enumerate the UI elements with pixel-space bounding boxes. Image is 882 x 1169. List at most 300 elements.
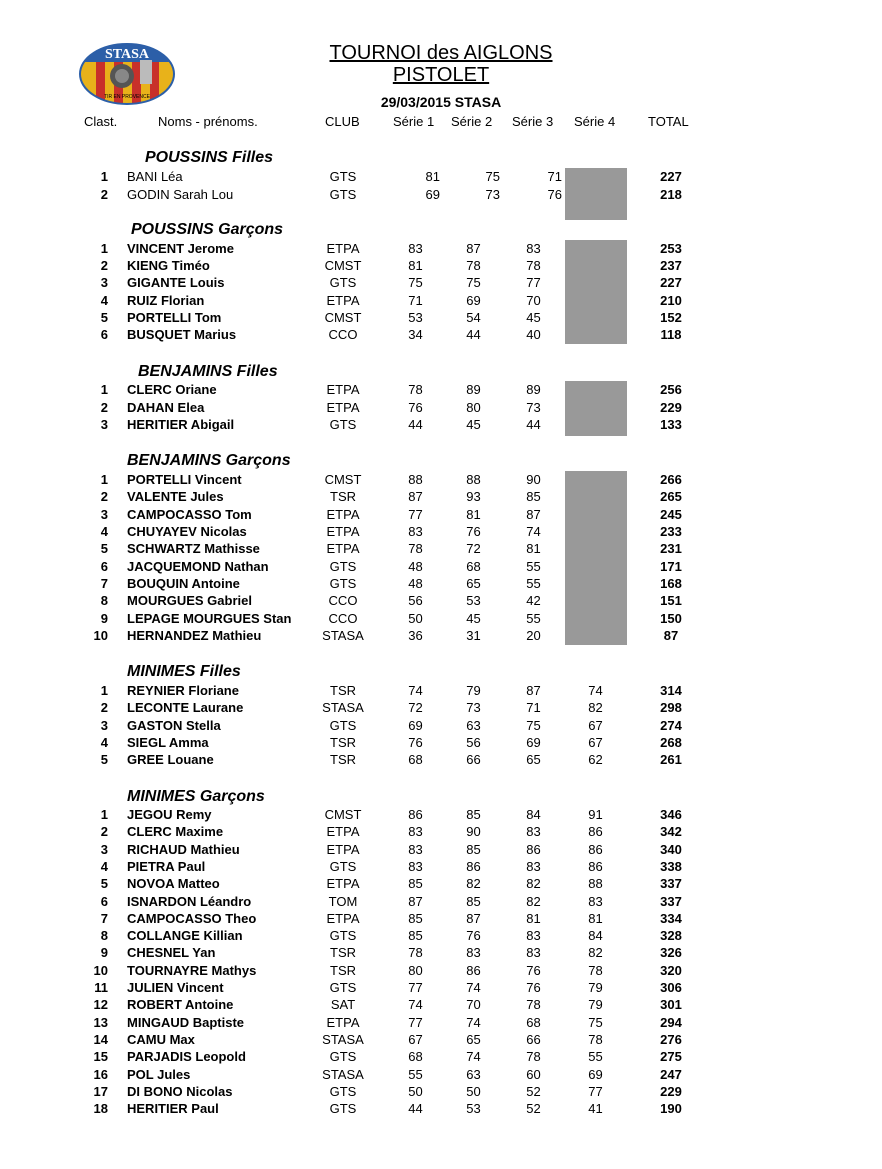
cell-name: HERNANDEZ Mathieu [127,628,262,644]
cell-s1: 76 [408,734,423,750]
cell-total: 151 [660,593,682,609]
table-row [0,507,826,524]
cell-total: 306 [660,980,682,995]
table-row [0,945,826,962]
cell-rank: 15 [93,1049,108,1065]
cell-total: 245 [660,506,682,522]
cell-s3: 82 [526,876,541,892]
cell-name: BUSQUET Marius [127,327,237,342]
cell-rank: 2 [100,258,108,274]
cell-s2: 69 [466,292,481,308]
cell-s3: 71 [526,700,541,716]
cell-name: HERITIER Abigail [127,417,235,432]
cell-s1: 77 [408,980,423,995]
cell-s4: 82 [588,700,603,716]
cell-total: 314 [660,683,682,698]
table-row [0,842,826,859]
cell-club: CMST [324,472,362,487]
cell-club: TSR [330,752,356,768]
doc-title: TOURNOI des AIGLONS [329,42,553,64]
table-row [0,683,826,700]
cell-s3: 83 [526,928,541,944]
cell-club: CCO [328,327,358,342]
cell-s1: 36 [408,628,423,644]
cell-s1: 44 [408,417,423,432]
cell-club: ETPA [326,241,360,256]
cell-name: PARJADIS Leopold [127,1049,246,1065]
cell-name: HERITIER Paul [127,1101,219,1117]
cell-rank: 1 [100,382,108,397]
cell-club: ETPA [326,506,360,522]
cell-rank: 12 [93,997,108,1013]
table-row [0,327,826,344]
cell-s1: 81 [408,258,423,274]
cell-club: STASA [322,1066,364,1082]
cell-s1: 68 [408,1049,423,1065]
cell-rank: 3 [100,717,108,733]
cell-s2: 87 [466,910,481,926]
table-row [0,980,826,997]
cell-rank: 6 [100,558,108,574]
cell-club: TOM [328,893,358,909]
table-row [0,611,826,628]
cell-rank: 11 [94,980,108,995]
cell-name: SIEGL Amma [127,734,209,750]
cell-total: 118 [660,327,682,342]
table-row [0,1101,826,1118]
cell-name: COLLANGE Killian [127,928,243,944]
cell-s3: 83 [526,824,541,840]
cell-s2: 75 [466,275,481,291]
table-row [0,293,826,310]
cell-s2: 83 [466,945,481,961]
table-row [0,963,826,980]
table-row [0,1067,826,1084]
cell-rank: 5 [100,541,108,557]
cell-club: CMST [324,807,362,822]
cell-club: TSR [330,734,356,750]
cell-s1: 72 [408,700,423,716]
cell-s4: 78 [588,962,603,978]
cell-s2: 79 [466,683,481,698]
cell-total: 320 [660,962,682,978]
cell-rank: 18 [93,1101,108,1117]
cell-total: 190 [660,1101,682,1117]
cell-s2: 73 [485,186,500,202]
cell-rank: 3 [100,417,108,432]
table-row [0,876,826,893]
cell-s4: 84 [588,928,603,944]
cell-s3: 68 [526,1014,541,1030]
cell-s2: 85 [466,807,481,822]
cell-s2: 88 [466,472,481,487]
cell-rank: 16 [93,1066,108,1082]
cell-s3: 83 [526,241,541,256]
cell-total: 87 [663,628,679,644]
cell-club: SAT [330,997,356,1013]
cell-s3: 65 [526,752,541,768]
section-title: POUSSINS Filles [145,149,274,166]
cell-total: 338 [660,858,682,874]
cell-s3: 82 [526,893,541,909]
cell-total: 227 [660,169,682,184]
cell-rank: 2 [100,399,108,415]
cell-s2: 86 [466,962,481,978]
cell-s1: 80 [408,962,423,978]
cell-rank: 2 [100,489,108,505]
cell-name: PORTELLI Vincent [127,472,242,487]
cell-s3: 87 [526,506,541,522]
cell-s4: 79 [588,997,603,1013]
cell-s3: 70 [526,292,541,308]
header-serie3: Série 3 [512,114,554,129]
table-row [0,310,826,327]
cell-s1: 83 [408,524,423,540]
cell-s1: 69 [408,717,423,733]
cell-s3: 78 [526,1049,541,1065]
cell-name: RUIZ Florian [127,292,205,308]
cell-s3: 78 [526,258,541,274]
cell-club: ETPA [326,524,360,540]
cell-s3: 52 [526,1101,541,1117]
cell-s1: 74 [408,997,423,1013]
cell-s1: 50 [408,1083,423,1099]
cell-rank: 4 [100,292,108,308]
cell-name: TOURNAYRE Mathys [127,962,257,978]
cell-club: GTS [329,186,357,202]
cell-s4: 77 [588,1083,603,1099]
cell-s2: 76 [466,524,481,540]
cell-s4: 67 [588,734,603,750]
cell-s3: 77 [526,275,541,291]
section-title: POUSSINS Garçons [131,221,284,238]
cell-name: DAHAN Elea [127,399,205,415]
cell-s4: 91 [588,807,603,822]
cell-total: 253 [660,241,682,256]
cell-total: 294 [660,1014,682,1030]
cell-s1: 87 [408,489,423,505]
cell-s3: 55 [526,576,541,592]
cell-s1: 77 [408,1014,423,1030]
cell-name: GODIN Sarah Lou [127,186,234,202]
header-serie2: Série 2 [451,114,493,129]
cell-rank: 13 [93,1014,108,1030]
cell-name: VINCENT Jerome [127,241,234,256]
cell-s1: 74 [408,683,423,698]
cell-s3: 20 [526,628,541,644]
cell-club: GTS [329,576,357,592]
cell-club: CCO [328,610,358,626]
cell-name: JACQUEMOND Nathan [127,558,269,574]
cell-total: 210 [660,292,682,308]
table-row [0,807,826,824]
cell-total: 326 [660,945,682,961]
cell-total: 340 [660,841,682,857]
cell-s2: 85 [466,841,481,857]
cell-s3: 86 [526,841,541,857]
cell-s4: 79 [588,980,603,995]
cell-total: 256 [660,382,682,397]
cell-rank: 2 [100,700,108,716]
cell-club: STASA [322,700,364,716]
section-title: MINIMES Garçons [127,788,265,805]
cell-total: 274 [660,717,682,733]
cell-name: LEPAGE MOURGUES Stan [127,610,292,626]
cell-club: GTS [329,980,357,995]
cell-name: RICHAUD Mathieu [127,841,240,857]
cell-s1: 83 [408,858,423,874]
cell-total: 334 [660,910,682,926]
cell-s2: 72 [466,541,481,557]
cell-rank: 5 [100,752,108,768]
table-row [0,472,826,489]
cell-s1: 85 [408,876,423,892]
cell-rank: 14 [93,1031,108,1047]
cell-club: TSR [330,683,356,698]
cell-rank: 1 [100,807,108,822]
cell-rank: 10 [93,962,108,978]
table-row [0,752,826,769]
cell-s3: 52 [526,1083,541,1099]
cell-club: ETPA [326,841,360,857]
table-row [0,894,826,911]
cell-s4: 69 [588,1066,603,1082]
cell-s1: 69 [425,186,440,202]
cell-name: CAMPOCASSO Tom [127,506,252,522]
cell-club: ETPA [326,541,360,557]
cell-s2: 93 [466,489,481,505]
cell-s3: 76 [526,980,541,995]
table-row [0,928,826,945]
cell-s3: 87 [526,683,541,698]
cell-name: CHUYAYEV Nicolas [127,524,247,540]
cell-s1: 48 [408,558,423,574]
cell-s3: 71 [547,169,562,184]
cell-s2: 70 [466,997,481,1013]
cell-total: 337 [660,893,682,909]
cell-s3: 83 [526,858,541,874]
cell-total: 247 [660,1066,682,1082]
cell-name: JULIEN Vincent [127,980,224,995]
cell-s3: 75 [526,717,541,733]
cell-club: ETPA [326,876,360,892]
table-row [0,559,826,576]
cell-s3: 66 [526,1031,541,1047]
cell-club: CCO [328,593,358,609]
cell-rank: 6 [100,893,108,909]
cell-s2: 63 [466,1066,481,1082]
cell-s4: 82 [588,945,603,961]
cell-club: TSR [330,945,356,961]
cell-s1: 71 [408,292,423,308]
cell-total: 171 [660,558,682,574]
table-row [0,258,826,275]
cell-s1: 55 [408,1066,423,1082]
cell-s4: 55 [588,1049,603,1065]
table-row [0,489,826,506]
cell-club: ETPA [326,292,360,308]
cell-name: PORTELLI Tom [127,309,222,325]
cell-rank: 5 [100,309,108,325]
logo-text: STASA [104,47,150,62]
cell-s1: 56 [408,593,423,609]
cell-s4: 62 [588,752,603,768]
cell-name: GASTON Stella [127,717,221,733]
cell-club: ETPA [326,910,360,926]
table-row [0,1084,826,1101]
cell-s1: 34 [408,327,423,342]
header-total: TOTAL [648,114,689,129]
cell-total: 301 [660,997,682,1013]
cell-s3: 45 [526,309,541,325]
cell-total: 266 [660,472,682,487]
cell-total: 276 [660,1031,682,1047]
cell-s2: 76 [466,928,481,944]
cell-s1: 81 [425,169,440,184]
cell-total: 237 [660,258,682,274]
cell-club: GTS [329,275,357,291]
cell-s3: 84 [526,807,541,822]
cell-s1: 85 [408,910,423,926]
cell-s3: 81 [526,910,541,926]
cell-s3: 76 [547,186,562,202]
cell-s2: 53 [466,593,481,609]
cell-rank: 4 [100,524,108,540]
cell-s2: 75 [485,169,500,184]
cell-s3: 74 [526,524,541,540]
cell-rank: 17 [93,1083,108,1099]
table-row [0,628,826,645]
cell-club: GTS [329,1049,357,1065]
cell-name: CLERC Maxime [127,824,224,840]
cell-s3: 73 [526,399,541,415]
table-row [0,911,826,928]
table-row [0,718,826,735]
table-row [0,593,826,610]
cell-total: 152 [660,309,682,325]
cell-s2: 66 [466,752,481,768]
cell-s3: 40 [526,327,541,342]
cell-s2: 86 [466,858,481,874]
cell-name: VALENTE Jules [127,489,224,505]
cell-name: MOURGUES Gabriel [127,593,252,609]
cell-s4: 75 [588,1014,603,1030]
header-serie4: Série 4 [574,114,616,129]
cell-s3: 60 [526,1066,541,1082]
cell-total: 233 [660,524,682,540]
cell-total: 261 [660,752,682,768]
cell-s4: 86 [588,824,603,840]
table-row [0,576,826,593]
cell-name: POL Jules [127,1066,191,1082]
cell-s1: 48 [408,576,423,592]
cell-club: GTS [329,417,357,432]
cell-name: PIETRA Paul [127,858,206,874]
cell-name: JEGOU Remy [127,807,212,822]
cell-club: ETPA [326,1014,360,1030]
cell-s2: 31 [466,628,481,644]
cell-s3: 44 [526,417,541,432]
section-title: MINIMES Filles [127,663,241,680]
table-row [0,1032,826,1049]
cell-name: DI BONO Nicolas [127,1083,233,1099]
cell-rank: 9 [100,945,108,961]
cell-s3: 55 [526,558,541,574]
cell-s2: 63 [466,717,481,733]
cell-name: ROBERT Antoine [127,997,234,1013]
cell-s1: 83 [408,241,423,256]
cell-s3: 78 [526,997,541,1013]
cell-s4: 81 [588,910,603,926]
cell-total: 346 [660,807,682,822]
cell-s3: 85 [526,489,541,505]
cell-club: STASA [322,628,364,644]
cell-club: GTS [329,858,357,874]
cell-total: 133 [660,417,682,432]
table-row [0,735,826,752]
cell-s2: 90 [466,824,481,840]
cell-club: CMST [324,258,362,274]
cell-s1: 75 [408,275,423,291]
cell-rank: 1 [100,241,108,256]
table-row [0,275,826,292]
cell-total: 298 [660,700,682,716]
cell-rank: 8 [100,593,108,609]
cell-rank: 6 [100,327,108,342]
cell-s2: 74 [466,1014,481,1030]
cell-name: KIENG Timéo [127,258,210,274]
cell-s2: 56 [466,734,481,750]
cell-s2: 74 [466,1049,481,1065]
cell-s2: 65 [466,576,481,592]
cell-name: BOUQUIN Antoine [127,576,240,592]
cell-total: 229 [660,1083,682,1099]
cell-name: NOVOA Matteo [127,876,220,892]
cell-s1: 68 [408,752,423,768]
cell-rank: 3 [100,841,108,857]
header-serie1: Série 1 [393,114,435,129]
cell-rank: 2 [100,186,108,202]
cell-s1: 88 [408,472,423,487]
cell-club: GTS [329,1083,357,1099]
table-row [0,382,826,399]
cell-s3: 76 [526,962,541,978]
table-row [0,241,826,258]
cell-s2: 50 [466,1083,481,1099]
table-row [0,824,826,841]
cell-s1: 87 [408,893,423,909]
cell-s2: 73 [466,700,481,716]
cell-name: LECONTE Laurane [127,700,244,716]
header-rank: Clast. [84,114,118,129]
cell-s2: 80 [466,399,481,415]
cell-s4: 74 [588,683,603,698]
cell-rank: 1 [100,683,108,698]
table-row [0,1049,826,1066]
doc-date: 29/03/2015 STASA [380,94,502,110]
cell-total: 231 [660,541,682,557]
cell-s1: 44 [408,1101,423,1117]
cell-total: 168 [660,576,682,592]
cell-s2: 85 [466,893,481,909]
cell-rank: 7 [100,576,108,592]
cell-s4: 86 [588,858,603,874]
cell-rank: 7 [100,910,108,926]
cell-s1: 50 [408,610,423,626]
cell-s2: 53 [466,1101,481,1117]
header-name: Noms - prénoms. [158,114,258,129]
section-title: BENJAMINS Filles [138,363,278,380]
